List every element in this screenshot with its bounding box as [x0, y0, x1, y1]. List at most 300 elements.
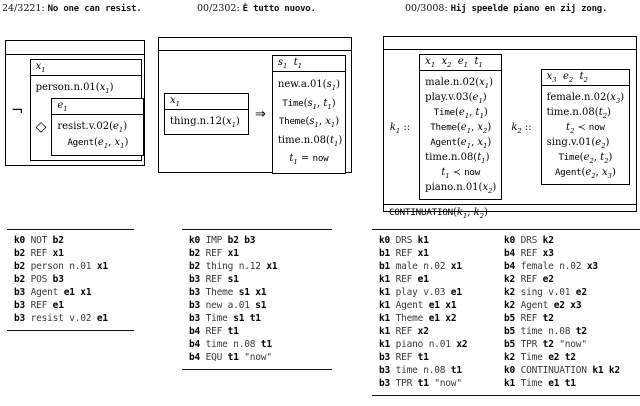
- drs-condition: [278, 95, 340, 114]
- clause-row: [14, 312, 134, 325]
- drs-box-antecedent: [164, 93, 249, 135]
- clause-token: n.01: [69, 261, 92, 272]
- text-segment: new.a.01(: [277, 79, 327, 90]
- text-segment: =: [297, 153, 313, 164]
- clause-token: REF: [205, 326, 223, 337]
- text-segment: ::: [521, 121, 532, 133]
- possibility-condition: [36, 98, 136, 156]
- clause-row: [504, 325, 640, 338]
- text-segment: ): [484, 207, 488, 218]
- clause-token: DRS: [395, 235, 413, 246]
- clause-token: REF: [520, 274, 538, 285]
- text-segment: $k_2$: [511, 121, 522, 135]
- text-segment: $x_1$: [114, 137, 125, 150]
- clause-token: k1: [504, 378, 516, 389]
- clause-token: Agent: [520, 300, 549, 311]
- clause-token: k2: [504, 300, 516, 311]
- text-segment: $x_1$: [35, 61, 46, 74]
- drs-universe: [542, 70, 629, 86]
- text-segment: [435, 56, 441, 67]
- drs-condition: [36, 80, 136, 96]
- clause-row: [504, 299, 640, 312]
- text-segment: ≺: [577, 122, 586, 133]
- panel2-sentence: È tutto nuovo.: [242, 4, 316, 14]
- clause-token: k1: [379, 274, 391, 285]
- drs-condition: [547, 165, 624, 180]
- text-segment: Agent: [554, 167, 582, 178]
- clause-token: e1: [63, 287, 75, 298]
- text-segment: ,: [471, 122, 478, 133]
- drs-condition: [57, 119, 138, 135]
- text-segment: $e_2$: [595, 137, 606, 150]
- clause-token: new: [205, 300, 223, 311]
- panel1-title: [2, 3, 142, 14]
- clause-token: t1: [227, 326, 239, 337]
- drs-conditions: [420, 71, 501, 199]
- clause-token: t1: [227, 352, 239, 363]
- text-segment: $e_2$: [562, 71, 574, 84]
- text-segment: $s_1$: [277, 57, 288, 70]
- condition-lines: [36, 80, 136, 96]
- text-segment: ): [489, 77, 494, 88]
- clause-token: k2: [504, 274, 516, 285]
- drs-condition: [547, 120, 624, 135]
- clause-token: k0: [189, 235, 201, 246]
- drs-universe: [165, 94, 248, 110]
- clause-token: time: [395, 365, 418, 376]
- text-segment: $x_3$: [546, 71, 557, 84]
- clause-row: [379, 338, 504, 351]
- clause-token: TPR: [520, 339, 538, 350]
- text-segment: (: [455, 107, 459, 118]
- clause-token: t2: [575, 326, 587, 337]
- condition-lines: [57, 119, 138, 151]
- clause-token: b4: [189, 326, 201, 337]
- drs-box-k2: [541, 69, 630, 185]
- condition-lines: [547, 90, 624, 180]
- clause-token: REF: [395, 274, 413, 285]
- clause-token: b3: [14, 287, 26, 298]
- clause-token: REF: [395, 352, 413, 363]
- text-segment: $e_1$: [458, 107, 470, 120]
- text-segment: ): [123, 121, 128, 132]
- text-segment: (: [452, 207, 457, 218]
- clause-token: s1: [233, 313, 245, 324]
- clause-token: k1: [379, 339, 391, 350]
- clause-token: k1: [379, 313, 391, 324]
- clause-table-2: [182, 229, 332, 370]
- text-segment: Agent: [67, 137, 94, 148]
- text-segment: $k_1$: [456, 207, 468, 220]
- clause-token: b2: [52, 235, 64, 246]
- clause-token: REF: [520, 248, 538, 259]
- clause-token: e1: [428, 313, 440, 324]
- continuation-condition: [384, 204, 636, 222]
- drs-condition: [425, 150, 496, 165]
- clause-token: REF: [205, 274, 223, 285]
- text-segment: ): [335, 116, 340, 127]
- drs-conditions: [52, 115, 143, 155]
- clause-token: k0: [504, 235, 516, 246]
- text-segment: ): [612, 167, 616, 178]
- clause-token: b2: [189, 248, 201, 259]
- clause-row: [379, 286, 504, 299]
- clause-token: time: [520, 326, 543, 337]
- panel3-sentence: Hij speelde piano en zij zong.: [450, 4, 608, 14]
- text-segment: ): [485, 152, 490, 163]
- clause-token: b5: [504, 326, 516, 337]
- text-segment: ,: [318, 116, 326, 127]
- clause-token: t2: [542, 339, 554, 350]
- text-segment: now: [464, 167, 481, 178]
- clause-token: REF: [395, 248, 413, 259]
- drs-condition: [425, 165, 496, 180]
- drs-conditions: [384, 50, 636, 204]
- text-segment: $t_2$: [600, 152, 609, 165]
- clause-token: t1: [417, 352, 429, 363]
- clause-row: [379, 273, 504, 286]
- drs-condition: [547, 90, 624, 105]
- drs-condition: [547, 150, 624, 165]
- drs-universe-empty: [6, 41, 144, 55]
- clause-token: NOT: [30, 235, 48, 246]
- clause-token: e2: [553, 300, 565, 311]
- clause-row: [504, 260, 640, 273]
- drs-condition: [170, 114, 243, 130]
- clause-token: b2: [14, 261, 26, 272]
- clause-row: [379, 351, 504, 364]
- text-segment: ,: [469, 107, 476, 118]
- text-segment: ): [331, 97, 336, 109]
- clause-row: [379, 234, 504, 247]
- text-segment: $x_2$: [482, 182, 493, 195]
- text-segment: ,: [595, 167, 603, 178]
- panel1-sentence: No one can resist.: [47, 4, 142, 14]
- text-segment: thing.n.12(: [170, 116, 226, 128]
- panel1-id: 24/3221:: [2, 3, 45, 14]
- clause-token: b5: [504, 313, 516, 324]
- clause-token: b1: [379, 248, 391, 259]
- drs-box-outer-2: [158, 37, 352, 173]
- clause-token: n.12: [238, 261, 261, 272]
- clause-token: b3: [189, 274, 201, 285]
- clause-token: k2: [504, 352, 516, 363]
- panel3-title: [405, 3, 607, 14]
- text-segment: $x_3$: [610, 92, 621, 105]
- negation-icon: ¬: [11, 101, 24, 119]
- clause-token: e1: [417, 274, 429, 285]
- clause-token: IMP: [205, 235, 223, 246]
- drs-condition: [278, 150, 340, 169]
- text-segment: ≺: [452, 167, 461, 178]
- drs-condition: [425, 105, 496, 120]
- drs-box-k1: [419, 54, 502, 200]
- clause-row: [14, 273, 134, 286]
- clause-token: t2: [542, 313, 554, 324]
- clause-token: e1: [450, 287, 462, 298]
- clause-token: x1: [417, 248, 429, 259]
- drs-conditions: [6, 55, 144, 165]
- clause-token: b3: [189, 313, 201, 324]
- clause-token: Theme: [395, 313, 424, 324]
- clause-token: t1: [450, 365, 462, 376]
- clause-table-3-right: [504, 234, 640, 390]
- text-segment: $x_3$: [602, 167, 612, 180]
- implication-arrow-icon: ⇒: [255, 106, 266, 122]
- text-segment: $e_1$: [472, 92, 483, 105]
- panel2-title: [197, 3, 316, 14]
- text-segment: $t_1$: [329, 134, 339, 148]
- clause-token: t1: [249, 313, 261, 324]
- text-segment: ): [483, 107, 488, 118]
- clause-token: e1: [548, 378, 560, 389]
- drs-conditions: [273, 72, 345, 173]
- clause-token: x1: [80, 287, 92, 298]
- clause-row: [14, 260, 134, 273]
- clause-token: "now": [434, 378, 462, 389]
- text-segment: Theme: [278, 116, 306, 127]
- text-segment: female.n.02(: [546, 92, 611, 103]
- k2-label: [511, 122, 531, 133]
- text-segment: [557, 71, 563, 82]
- drs-conditions: [165, 110, 248, 134]
- clause-token: piano: [395, 339, 424, 350]
- clause-row: [379, 377, 504, 390]
- text-segment: (: [305, 116, 310, 127]
- text-segment: $t_2$: [598, 107, 608, 120]
- clause-token: e1: [52, 300, 64, 311]
- text-segment: sing.v.01(: [546, 137, 596, 148]
- text-segment: ): [487, 137, 492, 148]
- text-segment: $s_1$: [307, 97, 317, 111]
- clause-token: v.02: [69, 313, 92, 324]
- clause-row: [189, 338, 332, 351]
- clause-row: [189, 299, 332, 312]
- clause-row: [504, 338, 640, 351]
- text-segment: [573, 71, 579, 82]
- text-segment: $x_1$: [225, 116, 236, 130]
- drs-condition: [277, 132, 343, 151]
- clause-token: TPR: [395, 378, 413, 389]
- text-segment: (: [579, 152, 584, 163]
- clause-row: [379, 260, 504, 273]
- drs-condition: [547, 135, 624, 150]
- clause-row: [189, 234, 332, 247]
- clause-row: [379, 325, 504, 338]
- clause-row: [504, 247, 640, 260]
- clause-table-1: [7, 229, 134, 331]
- text-segment: ): [487, 122, 492, 133]
- clause-token: k2: [608, 365, 620, 376]
- clause-token: EQU: [205, 352, 223, 363]
- clause-row: [189, 351, 332, 364]
- clause-row: [379, 299, 504, 312]
- clause-token: t1: [417, 378, 429, 389]
- text-segment: CONTINUATION: [389, 207, 453, 218]
- drs-condition: [425, 120, 496, 135]
- clause-token: k1: [379, 287, 391, 298]
- clause-token: k1: [379, 300, 391, 311]
- clause-row: [504, 351, 640, 364]
- text-segment: $t_1$: [323, 97, 332, 111]
- clause-row: [379, 364, 504, 377]
- clause-token: play: [395, 287, 418, 298]
- text-segment: ): [608, 152, 613, 163]
- clause-table-3: [372, 229, 640, 396]
- text-segment: piano.n.01(: [425, 182, 483, 193]
- clause-token: s1: [227, 274, 239, 285]
- text-segment: $x_1$: [325, 116, 336, 129]
- clause-token: CONTINUATION: [520, 365, 587, 376]
- clause-token: Time: [205, 313, 228, 324]
- text-segment: ): [607, 107, 611, 118]
- clause-token: b4: [189, 352, 201, 363]
- text-segment: $k_1$: [389, 121, 401, 135]
- clause-row: [379, 247, 504, 260]
- drs-universe: [31, 60, 141, 76]
- clause-row: [189, 325, 332, 338]
- clause-row: [189, 247, 332, 260]
- text-segment: (: [94, 137, 98, 148]
- clause-token: person: [30, 261, 64, 272]
- clause-token: k2: [504, 287, 516, 298]
- text-segment: time.n.08(: [425, 152, 478, 163]
- text-segment: $x_2$: [477, 122, 488, 135]
- clause-token: k2: [542, 235, 554, 246]
- text-segment: $e_1$: [112, 121, 124, 134]
- clause-row: [504, 364, 640, 377]
- text-segment: $e_1$: [460, 137, 472, 150]
- clause-token: e2: [575, 287, 587, 298]
- clause-token: b3: [52, 274, 64, 285]
- text-segment: now: [312, 153, 329, 164]
- clause-token: b2: [14, 248, 26, 259]
- text-segment: $t_1$: [441, 167, 450, 180]
- drs-conditions: [31, 76, 141, 160]
- clause-token: REF: [30, 300, 48, 311]
- clause-token: t2: [564, 352, 576, 363]
- text-segment: resist.v.02(: [57, 121, 113, 132]
- clause-token: Time: [520, 378, 543, 389]
- clause-row: [14, 247, 134, 260]
- text-segment: Time: [558, 152, 580, 163]
- drs-box-outer-1: [5, 40, 145, 166]
- clause-token: b4: [189, 339, 201, 350]
- clause-token: e2: [548, 352, 560, 363]
- text-segment: Theme: [430, 122, 457, 133]
- clause-token: Time: [520, 352, 543, 363]
- text-segment: $t_1$: [289, 153, 298, 166]
- drs-universe-empty: [384, 37, 636, 50]
- text-segment: $s_1$: [326, 79, 337, 92]
- clause-token: e2: [542, 274, 554, 285]
- clause-token: x1: [266, 261, 278, 272]
- clause-token: k1: [379, 326, 391, 337]
- condition-lines: [277, 76, 343, 169]
- clause-token: v.03: [423, 287, 446, 298]
- text-segment: $x_1$: [477, 137, 488, 150]
- text-segment: ,: [471, 137, 478, 148]
- clause-token: REF: [30, 248, 48, 259]
- clause-token: x3: [542, 248, 554, 259]
- clause-token: x1: [255, 287, 267, 298]
- drs-condition: [278, 113, 340, 132]
- text-segment: ,: [316, 97, 324, 109]
- clause-token: a.01: [227, 300, 250, 311]
- text-segment: Time: [282, 97, 304, 109]
- text-segment: ,: [593, 152, 601, 163]
- text-segment: $e_1$: [457, 56, 469, 69]
- clause-row: [504, 234, 640, 247]
- drs-universe: [420, 55, 501, 71]
- clause-token: x1: [227, 248, 239, 259]
- clause-token: s1: [238, 287, 250, 298]
- panel3-id: 00/3008:: [405, 3, 448, 14]
- clause-token: "now": [244, 352, 272, 363]
- drs-conditions: [542, 86, 629, 184]
- text-segment: ): [492, 182, 497, 193]
- clause-row: [504, 377, 640, 390]
- drs-condition: [425, 135, 496, 150]
- text-segment: [287, 57, 293, 68]
- clause-token: k0: [504, 365, 516, 376]
- condition-lines: [425, 75, 496, 195]
- clause-token: e1: [96, 313, 108, 324]
- clause-token: b3: [379, 365, 391, 376]
- clause-token: b2: [14, 274, 26, 285]
- drs-box-outer-3: [383, 36, 637, 220]
- text-segment: ,: [467, 207, 474, 218]
- clause-token: v.01: [548, 287, 571, 298]
- text-segment: Time: [433, 107, 456, 118]
- clause-token: k1: [417, 235, 429, 246]
- clause-token: x2: [445, 313, 457, 324]
- text-segment: ::: [400, 121, 411, 133]
- clause-token: DRS: [520, 235, 538, 246]
- clause-token: Agent: [30, 287, 59, 298]
- text-segment: $t_1$: [477, 152, 486, 165]
- text-segment: ): [482, 92, 487, 103]
- clause-token: "now": [559, 339, 587, 350]
- text-segment: time.n.08(: [277, 134, 330, 146]
- clause-row: [379, 312, 504, 325]
- drs-universe: [52, 99, 143, 115]
- text-segment: $t_2$: [566, 122, 575, 135]
- text-segment: $t_1$: [475, 107, 484, 120]
- drs-box-consequent: [272, 55, 346, 174]
- clause-row: [14, 286, 134, 299]
- drs-box-e1: [51, 98, 144, 156]
- clause-token: REF: [205, 248, 223, 259]
- clause-row: [504, 273, 640, 286]
- clause-row: [14, 299, 134, 312]
- clause-token: b4: [504, 261, 516, 272]
- clause-token: Theme: [205, 287, 234, 298]
- text-segment: (: [456, 122, 461, 133]
- drs-condition: [425, 180, 496, 195]
- clause-token: k0: [14, 235, 26, 246]
- text-segment: $x_1$: [479, 77, 490, 90]
- clause-token: t1: [564, 378, 576, 389]
- clause-token: b5: [504, 339, 516, 350]
- drs-universe: [273, 56, 345, 72]
- clause-token: x1: [96, 261, 108, 272]
- clause-token: REF: [520, 313, 538, 324]
- clause-token: x3: [570, 300, 582, 311]
- text-segment: male.n.02(: [425, 77, 480, 88]
- text-segment: $t_1$: [474, 56, 483, 69]
- clause-token: b3: [379, 378, 391, 389]
